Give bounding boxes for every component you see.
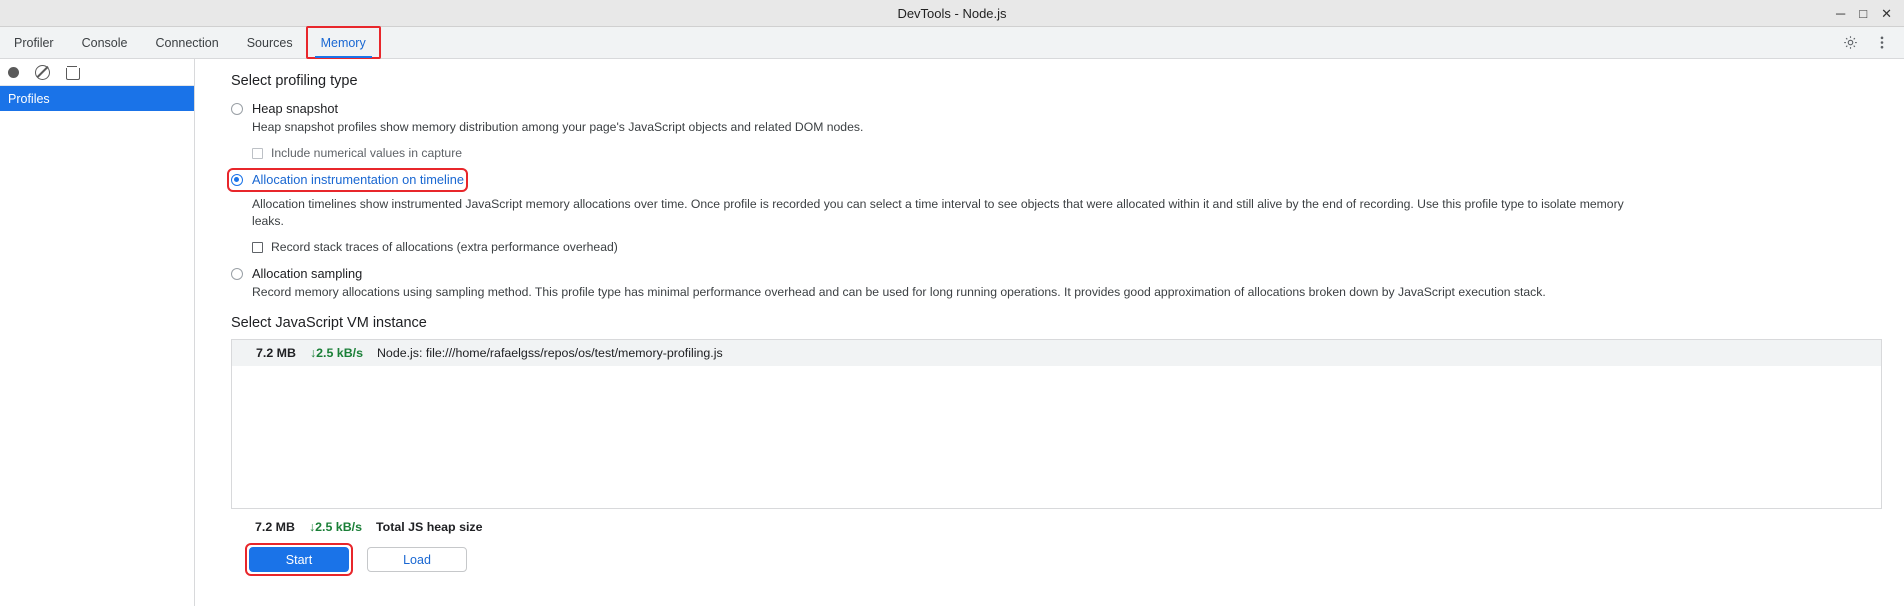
sidebar <box>0 59 195 606</box>
tab-sources-label: Sources <box>246 35 293 50</box>
start-button-highlight <box>249 547 349 572</box>
minimize-icon[interactable]: ─ <box>1836 5 1846 21</box>
checkbox-record-stack-traces[interactable] <box>252 242 263 253</box>
gear-icon[interactable] <box>1842 35 1858 51</box>
checkbox-include-numerical-values-row[interactable] <box>252 146 1904 160</box>
option-allocation-sampling[interactable] <box>231 266 1904 282</box>
checkbox-record-stack-traces-label: Record stack traces of allocations (extra performance overhead) <box>271 240 618 254</box>
tab-profiler[interactable] <box>0 27 68 58</box>
radio-allocation-sampling[interactable] <box>231 268 243 280</box>
vm-instance-size: 7.2 MB <box>256 346 296 360</box>
heap-total-rate: ↓2.5 kB/s <box>308 520 362 534</box>
sidebar-item-label: Profiles <box>8 91 50 106</box>
checkbox-include-numerical-values-label: Include numerical values in capture <box>271 146 463 160</box>
vm-instance-rate: ↓2.5 kB/s <box>309 346 363 360</box>
sidebar-toolbar <box>0 59 194 86</box>
start-button[interactable]: Start <box>249 547 349 572</box>
memory-panel <box>195 59 1904 606</box>
tab-sources[interactable] <box>233 27 307 58</box>
record-dot-icon[interactable] <box>8 67 19 78</box>
tabstrip-actions <box>1842 27 1904 58</box>
option-allocation-instrumentation-description: Allocation timelines show instrumented JavaScript memory allocations over time. Once profile is recorded you can select a time interval to see objects that were allocated within it and still alive by the end of recording. Use this profile type to isolate memory leaks. <box>252 197 1624 228</box>
window-title: DevTools - Node.js <box>897 5 1007 21</box>
option-allocation-instrumentation[interactable] <box>231 172 464 188</box>
clear-circle-icon[interactable] <box>35 65 50 80</box>
more-vertical-icon[interactable] <box>1874 35 1890 51</box>
heap-total-label: Total JS heap size <box>375 520 483 534</box>
tab-memory[interactable] <box>307 27 380 58</box>
heap-total-size: 7.2 MB <box>255 520 295 534</box>
radio-heap-snapshot[interactable] <box>231 103 243 115</box>
trash-icon[interactable] <box>66 66 78 79</box>
main-area <box>0 59 1904 606</box>
vm-instance-list[interactable] <box>231 339 1882 509</box>
window-titlebar <box>0 0 1904 27</box>
sidebar-item-profiles[interactable] <box>0 86 194 111</box>
checkbox-include-numerical-values[interactable] <box>252 148 263 159</box>
close-icon[interactable]: ✕ <box>1881 5 1892 21</box>
tab-profiler-label: Profiler <box>14 35 54 50</box>
option-allocation-instrumentation-label: Allocation instrumentation on timeline <box>252 172 464 187</box>
tab-connection[interactable] <box>141 27 232 58</box>
tab-memory-label: Memory <box>320 35 366 50</box>
tab-console-label: Console <box>81 35 128 50</box>
option-allocation-sampling-label: Allocation sampling <box>252 266 363 281</box>
option-heap-snapshot[interactable] <box>231 101 1904 117</box>
vm-instance-row[interactable] <box>232 340 1881 366</box>
action-buttons <box>249 547 1904 572</box>
option-heap-snapshot-label: Heap snapshot <box>252 101 339 116</box>
tab-connection-label: Connection <box>155 35 219 50</box>
option-heap-snapshot-description: Heap snapshot profiles show memory distribution among your page's JavaScript objects and related DOM nodes. <box>252 120 864 134</box>
window-controls <box>1836 7 1904 20</box>
radio-allocation-instrumentation[interactable] <box>231 174 243 186</box>
vm-instance-heading: Select JavaScript VM instance <box>231 315 427 331</box>
option-allocation-sampling-description: Record memory allocations using sampling method. This profile type has minimal performance overhead and can be used for long running operations. It provides good approximation of allocations broken down by JavaScript execution stack. <box>252 285 1546 299</box>
load-button[interactable]: Load <box>367 547 467 572</box>
maximize-icon[interactable]: □ <box>1859 5 1868 21</box>
checkbox-record-stack-traces-row[interactable] <box>252 240 1904 254</box>
devtools-tabstrip <box>0 27 1904 59</box>
vm-instance-description: Node.js: file:///home/rafaelgss/repos/os/test/memory-profiling.js <box>376 346 723 360</box>
tab-console[interactable] <box>68 27 142 58</box>
heap-total-row <box>255 520 1904 534</box>
profiling-type-heading: Select profiling type <box>231 73 358 89</box>
